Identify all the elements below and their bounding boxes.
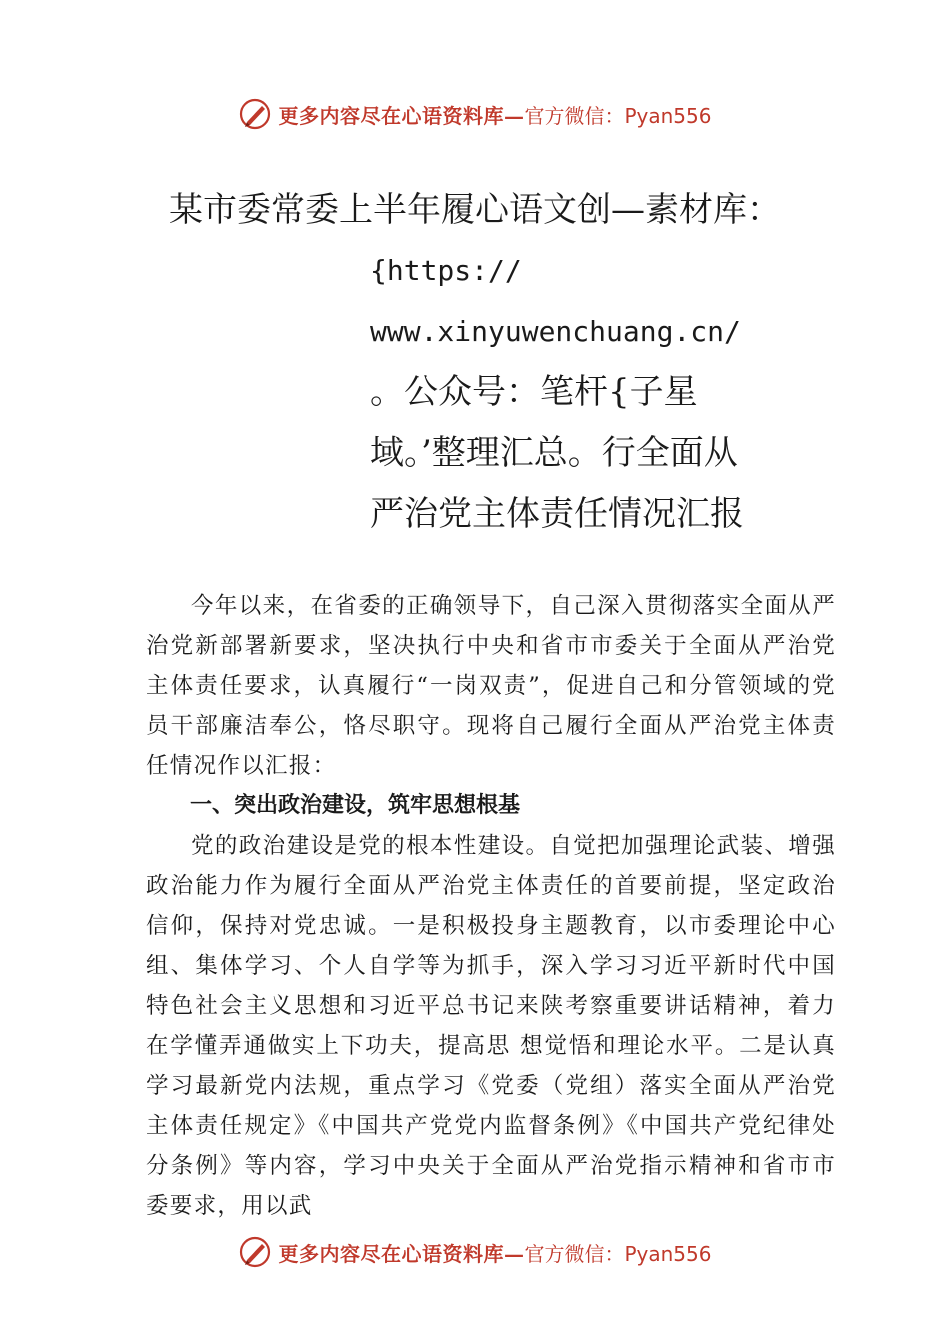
document-title: 某市委常委上半年履心语文创—素材库： [169, 190, 781, 230]
title-line-2: {https:// [370, 254, 522, 287]
pen-logo-icon [238, 97, 272, 131]
section-heading-1: 一、突出政治建设，筑牢思想根基 [190, 793, 521, 818]
title-line-6: 严治党主体责任情况汇报 [370, 494, 744, 534]
paragraph-intro: 今年以来，在省委的正确领导下，自己深入贯彻落实全面从严治党新部署新要求，坚决执行中央和省市市委关于全面从严治党主体责任要求，认真履行“一岗双责”，促进自己和分管领域的党员干部廉洁奉公，恪尽职守。现将自己履行全面从严治党主体责任情况作以汇报： [146, 593, 836, 779]
footer-banner [0, 1232, 950, 1272]
pen-logo-icon [238, 1235, 272, 1269]
title-line-5: 域。’整理汇总。行全面从 [370, 433, 738, 473]
banner-text: 更多内容尽在心语资料库— [278, 1241, 525, 1266]
banner-wechat: 官方微信：Pyan556 [524, 103, 712, 128]
title-line-4: 。公众号：笔杆{子星 [370, 372, 698, 412]
banner-wechat: 官方微信：Pyan556 [524, 1241, 712, 1266]
document-title-continued [370, 240, 790, 545]
header-banner [0, 94, 950, 134]
title-line-3: www.xinyuwenchuang.cn/ [370, 315, 741, 348]
banner-text: 更多内容尽在心语资料库— [278, 103, 525, 128]
document-body [146, 586, 836, 1226]
paragraph-section-1: 党的政治建设是党的根本性建设。自觉把加强理论武装、增强政治能力作为履行全面从严治党主体责任的首要前提，坚定政治信仰，保持对党忠诚。一是积极投身主题教育，以市委理论中心组、集体学习、个人自学等为抓手，深入学习习近平新时代中国特色社会主义思想和习近平总书记来陕考察重要讲话精神，着力在学懂弄通做实上下功夫，提高思 想觉悟和理论水平。二是认真学习最新党内法规，重点学习《党委（党组）落实全面从严治党主体责任规定》《中国共产党党内监督条例》《中国共产党纪律处分条例》等内容，学习中央关于全面从严治党指示精神和省市市委要求，用以武 [146, 833, 836, 1219]
